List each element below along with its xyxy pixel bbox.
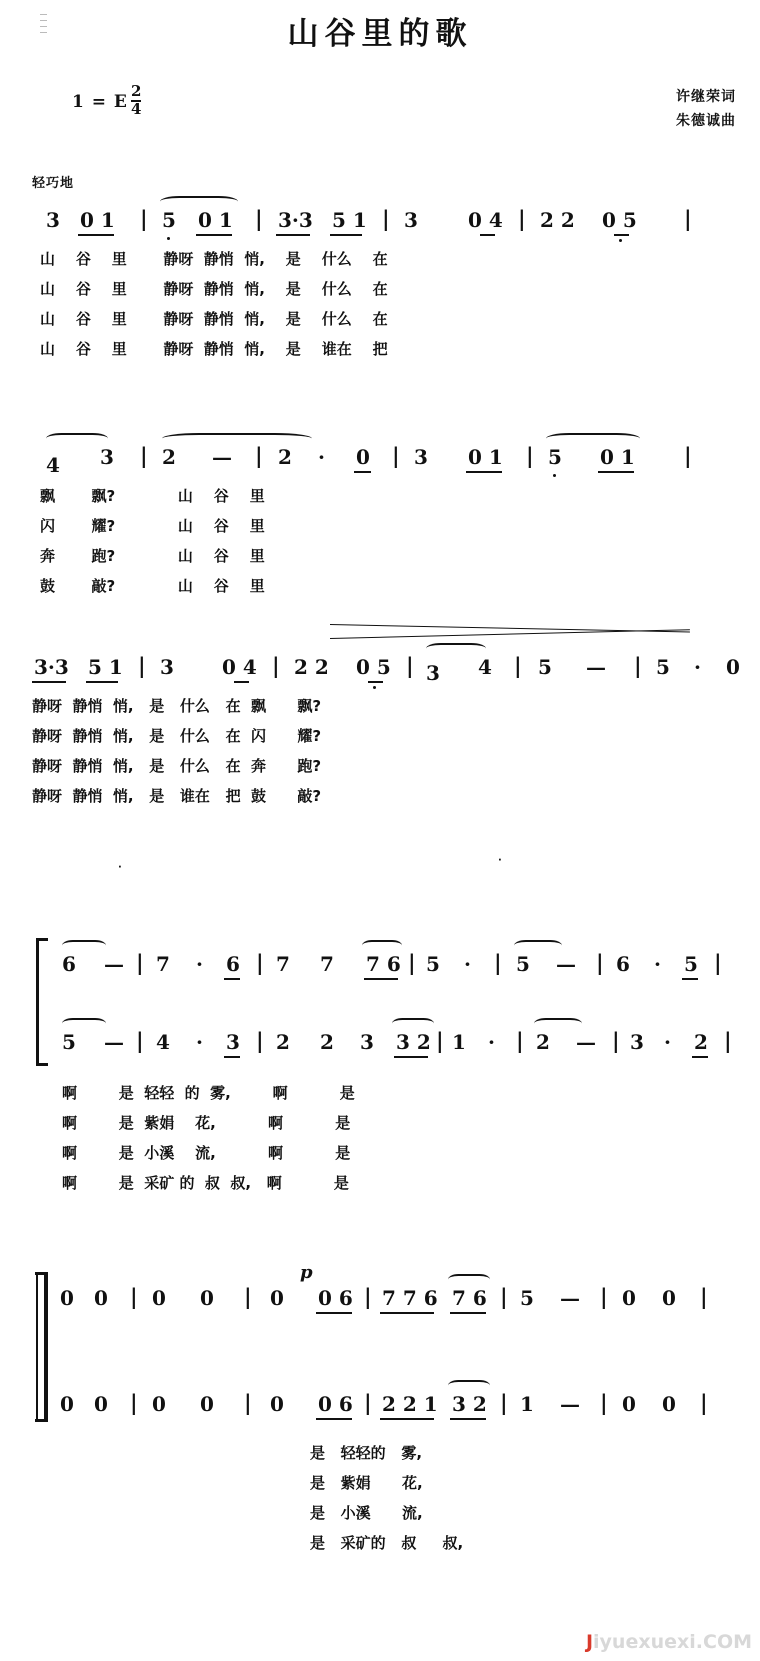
site-watermark: [586, 1631, 752, 1653]
note: 0: [622, 1392, 636, 1416]
note: 0 1: [80, 208, 115, 232]
note: 3 2: [396, 1030, 431, 1054]
note: 0: [270, 1392, 284, 1416]
note: 2 2 1: [382, 1392, 438, 1416]
note: 5 1: [88, 655, 123, 679]
note: 5: [684, 952, 698, 976]
crescendo-hairpin: [330, 622, 690, 644]
note: —: [104, 1030, 124, 1054]
note: 0: [356, 445, 370, 469]
system-2-notes: 4 3 | 2 — | 2 · 0 | 3 0 1 | 5 0 1 |: [0, 445, 760, 479]
note: 3: [226, 1030, 240, 1054]
system-5-upper-voice: 0 0 | 0 0 | 0 0 6 | 7 7 6 7 6 | 5 — | 0 0 |: [0, 1286, 760, 1320]
lyric-line: 是 紫娟 花,: [310, 1474, 423, 1492]
lyric-line: 闪 耀? 山 谷 里: [40, 517, 265, 535]
note: 0: [94, 1286, 108, 1310]
note: 3·3: [278, 208, 313, 232]
note: 5: [516, 952, 530, 976]
dynamic-marking: p: [300, 1262, 314, 1283]
note: ·: [196, 952, 203, 976]
note: 1: [452, 1030, 466, 1054]
time-signature-denominator: 4: [131, 99, 142, 118]
note: 3: [414, 445, 428, 469]
note: ·: [654, 952, 661, 976]
page-title: 山谷里的歌: [287, 16, 473, 52]
note: ·: [694, 655, 701, 679]
note: 3: [46, 208, 60, 232]
system-2: [0, 443, 760, 595]
note: —: [560, 1392, 580, 1416]
note: 3 2: [452, 1392, 487, 1416]
system-3: [0, 653, 760, 805]
note: 5: [426, 952, 440, 976]
watermark-text: iyuexuexi.COM: [593, 1631, 752, 1653]
note: 3·3: [34, 655, 69, 679]
system-3-notes: 3·3 5 1 | 3 0 4 | 2 2 0 5 | 3 4 | 5 — | 5 · 0: [0, 655, 760, 689]
note: 2: [278, 445, 292, 469]
note: ·: [664, 1030, 671, 1054]
note: 7: [156, 952, 170, 976]
time-signature-numerator: 2: [131, 82, 142, 100]
lyric-line: 静呀 静悄 悄, 是 什么 在 奔 跑?: [32, 757, 322, 775]
lyric-line: 是 小溪 流,: [310, 1504, 423, 1522]
note: 7 6: [452, 1286, 487, 1310]
stray-mark: ·: [118, 862, 123, 873]
composer: 朱德诚曲: [676, 112, 736, 129]
lyric-line: 是 轻轻的 雾,: [310, 1444, 423, 1462]
note: 6: [226, 952, 240, 976]
note: —: [104, 952, 124, 976]
time-signature: [131, 84, 141, 118]
stray-mark: ·: [498, 855, 503, 866]
lyric-line: 是 采矿的 叔 叔,: [310, 1534, 464, 1552]
note: 0: [662, 1392, 676, 1416]
note: 5: [656, 655, 670, 679]
note: 3: [630, 1030, 644, 1054]
note: 0 6: [318, 1392, 353, 1416]
lyric-line: 山 谷 里 静呀 静悄 悄, 是 什么 在: [40, 280, 388, 298]
note: —: [576, 1030, 596, 1054]
system-5-lower-voice: 0 0 | 0 0 | 0 0 6 | 2 2 1 3 2 | 1 — | 0 0 |: [0, 1392, 760, 1426]
lyric-line: 山 谷 里 静呀 静悄 悄, 是 什么 在: [40, 250, 388, 268]
lyric-line: 山 谷 里 静呀 静悄 悄, 是 谁在 把: [40, 340, 388, 358]
lyric-line: 啊 是 小溪 流, 啊 是: [62, 1144, 351, 1162]
lyric-line: 飘 飘? 山 谷 里: [40, 487, 265, 505]
note: 2: [694, 1030, 708, 1054]
lyric-line: 静呀 静悄 悄, 是 什么 在 闪 耀?: [32, 727, 322, 745]
note: ·: [488, 1030, 495, 1054]
note: 0: [60, 1392, 74, 1416]
note: 2: [320, 1030, 334, 1054]
note: 7: [276, 952, 290, 976]
note: —: [586, 655, 606, 679]
note: 0: [270, 1286, 284, 1310]
lyric-line: 鼓 敲? 山 谷 里: [40, 577, 265, 595]
note: 0: [622, 1286, 636, 1310]
note: 0: [726, 655, 740, 679]
note: 2 2: [294, 655, 329, 679]
note: 0 1: [198, 208, 233, 232]
note: 0 5: [602, 208, 637, 232]
lyric-line: 啊 是 采矿 的 叔 叔, 啊 是: [62, 1174, 349, 1192]
watermark-prefix: J: [585, 1631, 594, 1653]
note: 2: [276, 1030, 290, 1054]
note: 4: [478, 655, 492, 679]
note: 2 2: [540, 208, 575, 232]
note: 0: [60, 1286, 74, 1310]
system-4: [0, 950, 760, 1192]
note: 0: [152, 1392, 166, 1416]
tempo-marking: 轻巧地: [32, 176, 75, 191]
note: 7: [320, 952, 334, 976]
note: 0: [152, 1286, 166, 1310]
note: 3: [160, 655, 174, 679]
note: 0: [200, 1286, 214, 1310]
note: 0: [662, 1286, 676, 1310]
note: 5 1: [332, 208, 367, 232]
note: 4: [156, 1030, 170, 1054]
lyric-line: 啊 是 紫娟 花, 啊 是: [62, 1114, 351, 1132]
note: 5: [548, 445, 562, 469]
note: 2: [536, 1030, 550, 1054]
system-1: [0, 206, 760, 358]
note: 0 5: [356, 655, 391, 679]
note: 5: [520, 1286, 534, 1310]
note: 6: [62, 952, 76, 976]
note: 3: [404, 208, 418, 232]
note: 4: [46, 453, 60, 477]
note: 0 4: [222, 655, 257, 679]
note: 0 4: [468, 208, 503, 232]
lyricist: 许继荣词: [676, 89, 736, 105]
note: ·: [318, 445, 325, 469]
note: 3: [360, 1030, 374, 1054]
note: 3: [426, 661, 440, 685]
key-signature: 1 = E: [72, 92, 128, 112]
system-5: [0, 1284, 760, 1552]
lyric-line: 山 谷 里 静呀 静悄 悄, 是 什么 在: [40, 310, 388, 328]
note: ·: [196, 1030, 203, 1054]
note: —: [212, 445, 232, 469]
note: 5: [538, 655, 552, 679]
note: 0 1: [468, 445, 503, 469]
note: 2: [162, 445, 176, 469]
note: ·: [464, 952, 471, 976]
note: 0 1: [600, 445, 635, 469]
note: 3: [100, 445, 114, 469]
lyric-line: 啊 是 轻轻 的 雾, 啊 是: [62, 1084, 355, 1102]
lyric-line: 静呀 静悄 悄, 是 谁在 把 鼓 敲?: [32, 787, 322, 805]
note: 5: [62, 1030, 76, 1054]
note: —: [560, 1286, 580, 1310]
system-1-notes: 3 0 1 | 5 0 1 | 3·3 5 1 | 3 0 4 | 2 2 0 5 |: [0, 208, 760, 242]
system-4-upper-voice: 6 — | 7 · 6 | 7 7 7 6 | 5 · | 5 — | 6 · 5 |: [0, 952, 760, 986]
note: 7 7 6: [382, 1286, 438, 1310]
note: 0: [200, 1392, 214, 1416]
system-4-lower-voice: 5 — | 4 · 3 | 2 2 3 3 2 | 1 · | 2 — | 3 · 2 |: [0, 1030, 760, 1064]
note: 5: [162, 208, 176, 232]
note: 0 6: [318, 1286, 353, 1310]
credits: [676, 86, 736, 134]
note: 7 6: [366, 952, 401, 976]
note: 0: [94, 1392, 108, 1416]
note: 6: [616, 952, 630, 976]
lyric-line: 奔 跑? 山 谷 里: [40, 547, 265, 565]
lyric-line: 静呀 静悄 悄, 是 什么 在 飘 飘?: [32, 697, 322, 715]
note: —: [556, 952, 576, 976]
note: 1: [520, 1392, 534, 1416]
